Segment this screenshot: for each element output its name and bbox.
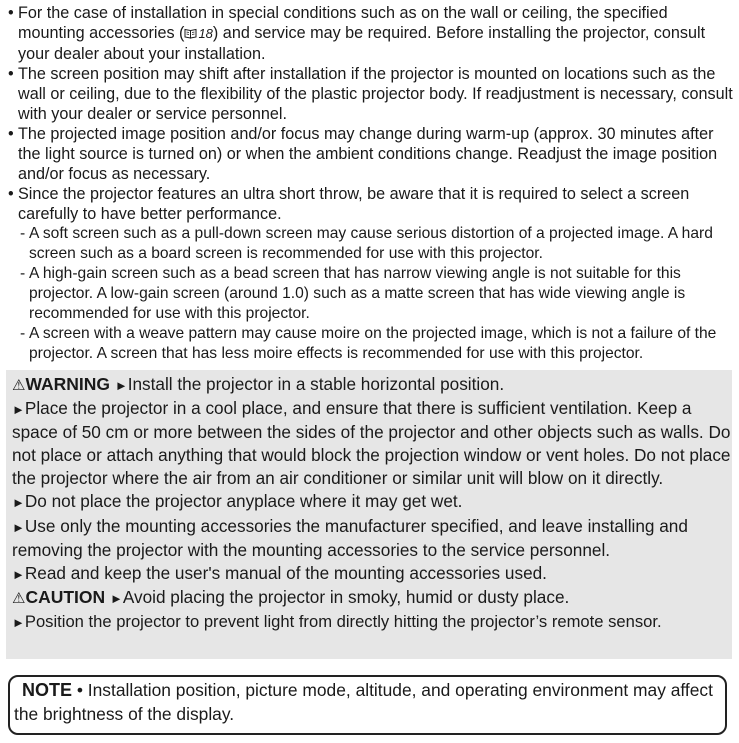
bullet-text-end: ) and service may be required. Before installing the projector, consult your dealer about your installation. — [18, 24, 706, 63]
caution-line — [12, 610, 732, 634]
bullet-mark: • — [8, 185, 14, 203]
bullet-mark: • — [8, 4, 14, 22]
note-body: Installation position, picture mode, altitude, and operating environment may affect the brightness of the display. — [14, 680, 713, 724]
arrow-icon: ► — [12, 402, 25, 418]
caution-item: Position the projector to prevent light from directly hitting the projector’s remote sensor. — [24, 611, 662, 631]
warning-triangle-icon: ⚠ — [12, 377, 26, 394]
note-label: NOTE — [22, 680, 73, 700]
arrow-icon: ► — [12, 566, 25, 582]
dash-mark: - — [20, 225, 26, 242]
note-bullet-mark: • — [76, 680, 83, 700]
arrow-icon: ► — [12, 614, 25, 630]
note-bullet — [6, 184, 736, 224]
caution-line — [12, 586, 732, 610]
bullet-text: The screen position may shift after installation if the projector is mounted on locations such as the wall or ceiling, due to the flexibility of the plastic projector body. If readjustment is necessary, consult with your dealer or service personnel. — [18, 65, 733, 123]
warning-item: Install the projector in a stable horizontal position. — [127, 374, 505, 394]
page-reference: 18 — [198, 26, 213, 41]
caution-label: CAUTION — [25, 586, 106, 607]
installation-notes — [6, 3, 736, 364]
screen-sub-item — [6, 324, 736, 364]
bullet-text: Since the projector features an ultra short throw, be aware that it is required to select a screen carefully to have better performance. — [18, 185, 690, 223]
bullet-mark: • — [8, 125, 14, 143]
note-text — [14, 678, 724, 726]
bullet-text-start: For the case of installation in special conditions such as on the wall or ceiling, the specified mounting accessories ( — [18, 4, 668, 42]
arrow-icon: ► — [109, 590, 123, 606]
caution-item: Avoid placing the projector in smoky, humid or dusty place. — [122, 586, 570, 607]
dash-mark: - — [20, 265, 26, 282]
sub-item-text: A soft screen such as a pull-down screen may cause serious distortion of a projected image. A hard screen such as a board screen is recommended for use with this projector. — [29, 225, 713, 262]
note-bullet — [6, 124, 736, 184]
warning-line — [12, 373, 732, 397]
caution-triangle-icon: ⚠ — [12, 589, 26, 607]
warning-item: Read and keep the user's manual of the mounting accessories used. — [24, 562, 547, 583]
sub-item-text: A high-gain screen such as a bead screen that has narrow viewing angle is not suitable for this projector. A low-gain screen (around 1.0) such as a matte screen that has wide viewing angle is recommended for use with this projector. — [29, 265, 686, 322]
warning-line — [12, 562, 732, 586]
screen-sub-item — [6, 224, 736, 264]
warning-line — [12, 397, 732, 490]
warning-line — [12, 515, 732, 562]
warning-caution-text — [12, 373, 732, 634]
bullet-mark: • — [8, 65, 14, 83]
screen-sub-item — [6, 264, 736, 324]
bullet-text: The projected image position and/or focus may change during warm-up (approx. 30 minutes after the light source is turned on) or when the ambient conditions change. Readjust the image position and/or focus as necessary. — [18, 125, 718, 183]
warning-item: Do not place the projector anyplace where it may get wet. — [24, 491, 463, 512]
warning-item: Use only the mounting accessories the manufacturer specified, and leave installing and removing the projector with the mounting accessories to the service personnel. — [12, 515, 688, 560]
warning-label: WARNING — [25, 374, 111, 394]
arrow-icon: ► — [12, 495, 25, 511]
arrow-icon: ► — [12, 519, 25, 535]
warning-item: Place the projector in a cool place, and ensure that there is sufficient ventilation. Keep a space of 50 cm or more between the sides of the projector and other objects such as walls. Do not place or attach anything that would block the projection window or vent holes. Do not place the projector where the air from an air conditioner or similar unit will blow on it directly. — [12, 398, 731, 489]
sub-item-text: A screen with a weave pattern may cause moire on the projected image, which is not a failure of the projector. A screen that has less moire effects is recommended for use with this projector. — [29, 325, 717, 362]
note-bullet — [6, 64, 736, 124]
warning-line — [12, 490, 732, 514]
manual-reference-icon — [184, 24, 197, 35]
dash-mark: - — [20, 325, 26, 342]
note-bullet — [6, 3, 736, 64]
arrow-icon: ► — [114, 378, 128, 393]
